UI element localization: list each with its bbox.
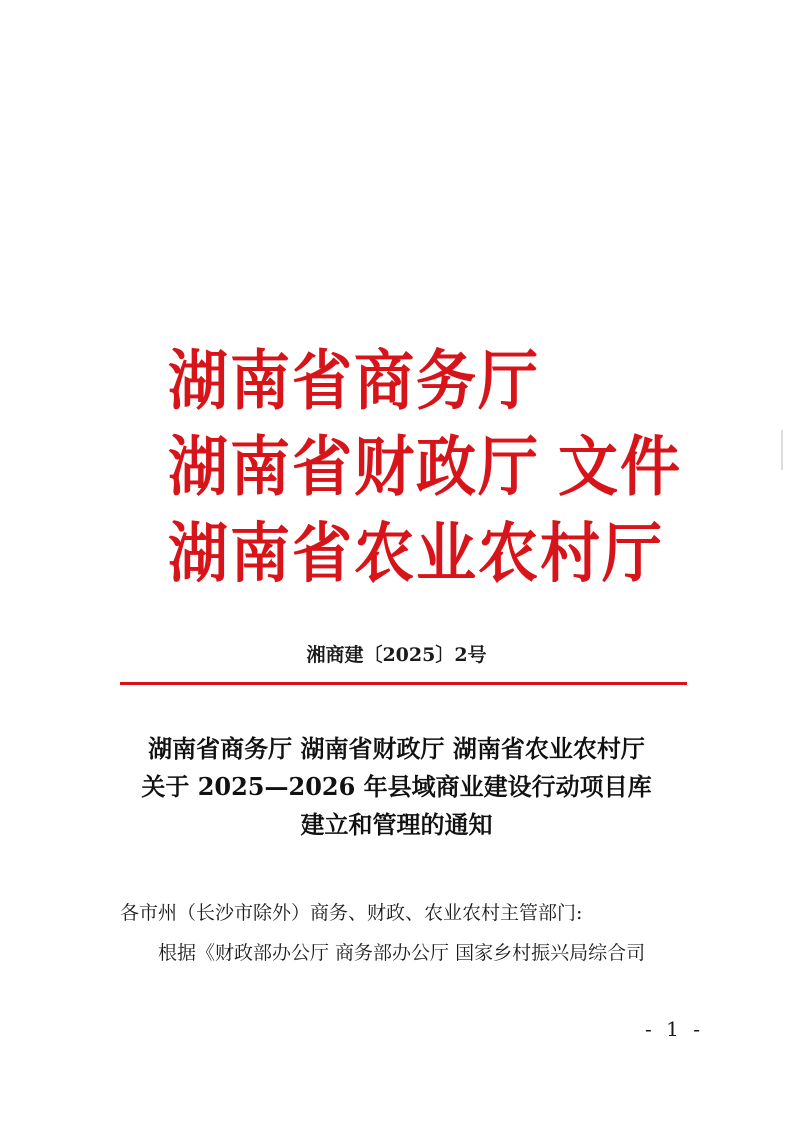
title-line: 湖南省商务厅 湖南省财政厅 湖南省农业农村厅 [148, 734, 645, 763]
issuer-name: 湖南省财政厅 [168, 429, 540, 506]
issuer-line-finance [168, 424, 682, 510]
document-body [120, 893, 720, 973]
title-line: 关于 2025—2026 年县域商业建设行动项目库 [141, 772, 652, 801]
title-line: 建立和管理的通知 [300, 810, 493, 839]
addressee-line: 各市州（长沙市除外）商务、财政、农业农村主管部门: [120, 902, 583, 924]
issuer-name: 湖南省农业农村厅 [168, 516, 664, 592]
document-number: 湘商建〔2025〕2号 [306, 644, 487, 666]
issuer-header [168, 338, 682, 597]
scan-edge-mark [781, 430, 783, 470]
issuer-name: 湖南省商务厅 [168, 343, 540, 419]
document-title [0, 730, 793, 844]
body-paragraph: 根据《财政部办公厅 商务部办公厅 国家乡村振兴局综合司 [158, 942, 646, 964]
issuer-line-commerce [168, 338, 682, 424]
red-divider [120, 682, 687, 685]
issuer-line-agriculture [168, 511, 682, 597]
page-number: - 1 - [645, 1017, 704, 1041]
issuer-suffix: 文件 [558, 429, 682, 506]
